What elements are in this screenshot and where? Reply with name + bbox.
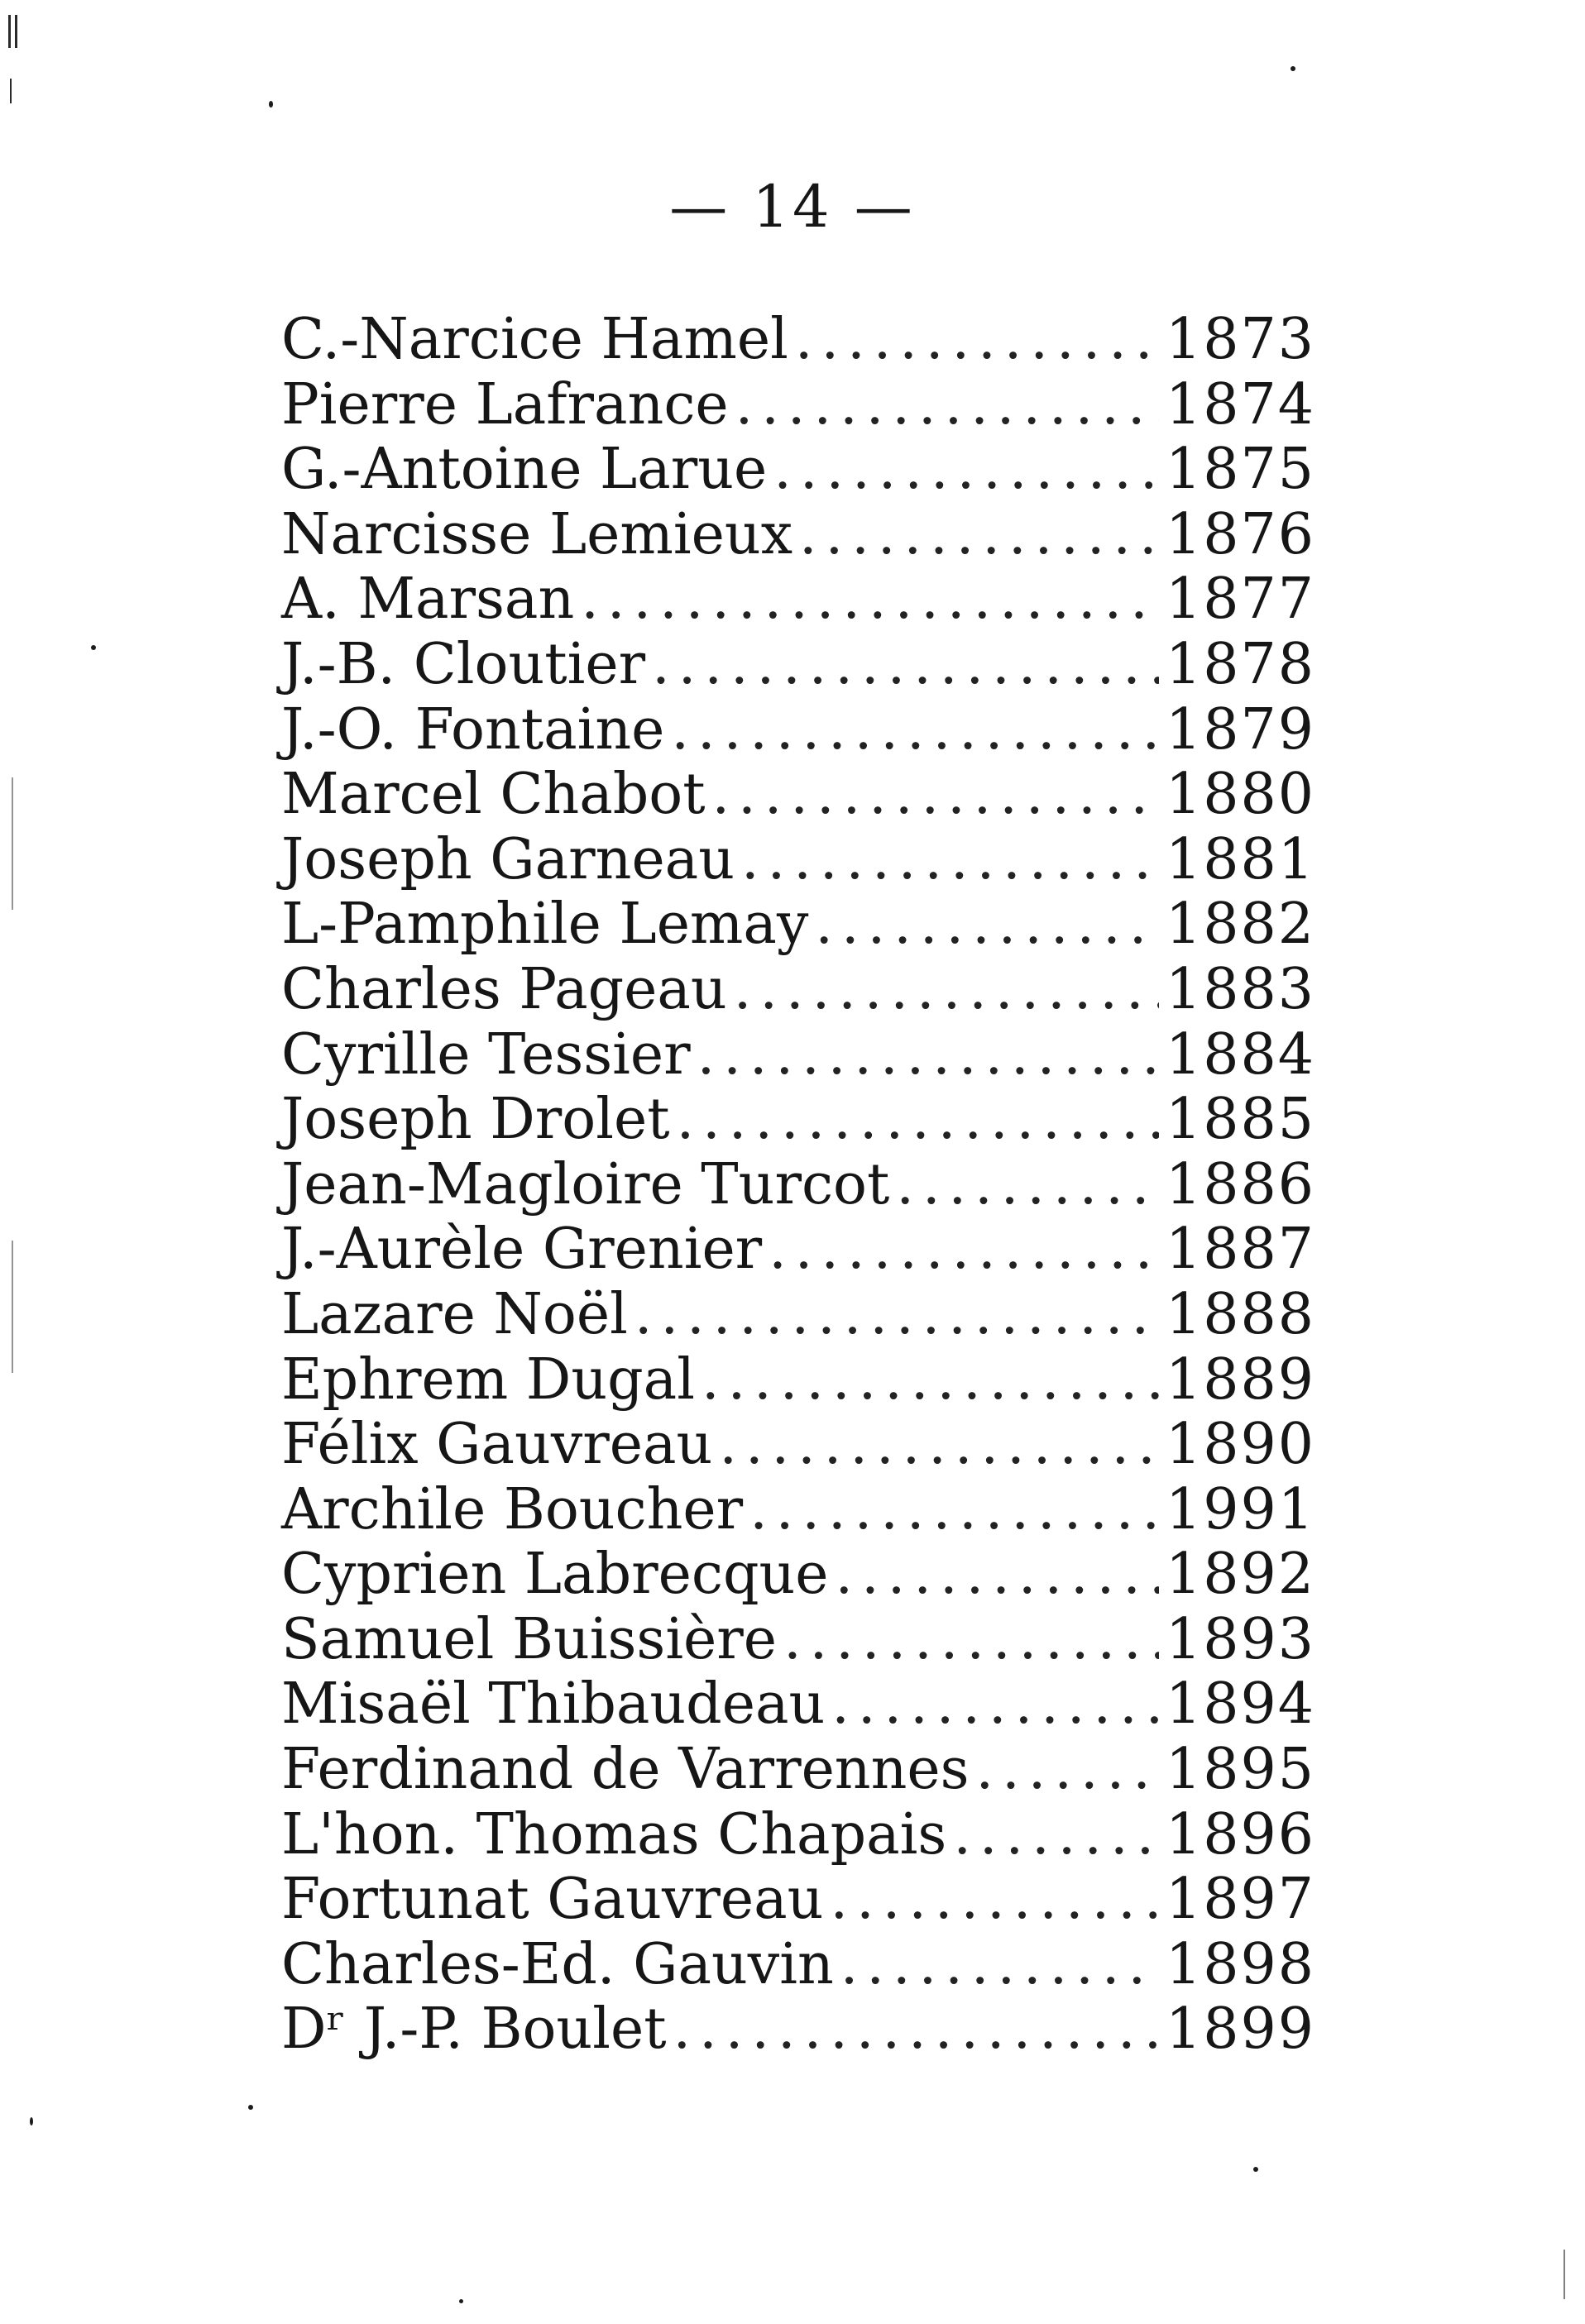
dot-leader	[581, 567, 1159, 632]
list-item	[281, 1478, 1315, 1543]
dot-leader	[769, 1217, 1159, 1282]
list-item	[281, 1803, 1315, 1868]
dot-leader	[702, 1348, 1159, 1413]
dot-leader	[671, 698, 1159, 763]
entry-year: 1991	[1165, 1476, 1315, 1542]
entry-year: 1889	[1165, 1346, 1315, 1413]
list-item	[281, 958, 1315, 1023]
entry-year: 1898	[1165, 1931, 1315, 1997]
entry-year: 1873	[1165, 307, 1315, 372]
entry-name: Cyprien Labrecque	[281, 1542, 829, 1608]
entry-year: 1881	[1165, 826, 1315, 892]
entry-name: Ephrem Dugal	[281, 1346, 695, 1413]
entry-year: 1876	[1165, 501, 1315, 567]
entry-name: L-Pamphile Lemay	[281, 892, 809, 958]
dot-leader	[815, 892, 1159, 957]
entry-name: Charles Pageau	[281, 956, 727, 1022]
scan-speck	[91, 645, 96, 650]
dot-leader	[783, 1608, 1159, 1672]
dot-leader	[734, 958, 1159, 1022]
entry-year: 1877	[1165, 567, 1315, 633]
list-item	[281, 1283, 1315, 1348]
page-number: — 14 —	[669, 173, 916, 241]
list-item	[281, 1933, 1315, 1998]
entry-name: Samuel Buissière	[281, 1606, 778, 1672]
scan-edge-mark	[10, 79, 12, 103]
entry-name: A. Marsan	[281, 567, 575, 633]
list-item	[281, 828, 1315, 893]
entry-name: Marcel Chabot	[281, 762, 706, 828]
entry-year: 1874	[1165, 371, 1315, 438]
scan-edge-mark	[1563, 2250, 1565, 2299]
entry-year: 1896	[1165, 1801, 1315, 1867]
list-item	[281, 1088, 1315, 1153]
entry-year: 1882	[1165, 892, 1315, 958]
list-item	[281, 1867, 1315, 1933]
entry-name: J.-Aurèle Grenier	[281, 1217, 763, 1283]
list-item	[281, 1023, 1315, 1088]
scan-speck	[1291, 66, 1295, 71]
entry-name: G.-Antoine Larue	[281, 437, 768, 503]
dot-leader	[836, 1542, 1159, 1607]
entry-name: Lazare Noël	[281, 1281, 628, 1347]
dot-leader	[634, 1283, 1159, 1347]
entry-name: Archile Boucher	[281, 1476, 744, 1542]
entry-list	[281, 308, 1315, 2063]
dot-leader	[773, 438, 1159, 502]
entry-name: Ferdinand de Varrennes	[281, 1737, 970, 1803]
scan-speck	[30, 2117, 33, 2126]
entry-name: Misaël Thibaudeau	[281, 1671, 826, 1738]
entry-name: L'hon. Thomas Chapais	[281, 1801, 947, 1867]
dot-leader	[712, 763, 1159, 827]
list-item	[281, 1542, 1315, 1608]
entry-year: 1893	[1165, 1606, 1315, 1672]
scan-speck	[248, 2105, 253, 2110]
entry-year: 1887	[1165, 1217, 1315, 1283]
entry-name: Charles-Ed. Gauvin	[281, 1931, 834, 1997]
dot-leader	[673, 1997, 1159, 2062]
list-item	[281, 503, 1315, 568]
list-item	[281, 892, 1315, 958]
entry-name: Cyrille Tessier	[281, 1021, 691, 1088]
entry-name: Pierre Lafrance	[281, 371, 729, 438]
dot-leader	[795, 308, 1159, 372]
entry-name: Fortunat Gauvreau	[281, 1867, 824, 1933]
list-item	[281, 1672, 1315, 1738]
entry-year: 1890	[1165, 1412, 1315, 1478]
dot-leader	[749, 1478, 1159, 1542]
entry-year: 1880	[1165, 762, 1315, 828]
scan-edge-mark	[15, 15, 17, 48]
entry-year: 1888	[1165, 1281, 1315, 1347]
scan-speck	[269, 101, 273, 108]
entry-year: 1879	[1165, 696, 1315, 763]
entry-year: 1875	[1165, 437, 1315, 503]
scan-edge-mark	[12, 1241, 13, 1373]
scan-edge-mark	[12, 777, 13, 910]
list-item	[281, 1997, 1315, 2063]
entry-name: C.-Narcice Hamel	[281, 307, 788, 372]
dot-leader	[896, 1153, 1159, 1217]
list-item	[281, 1413, 1315, 1478]
dot-leader	[719, 1413, 1159, 1477]
scan-speck	[459, 2299, 463, 2303]
entry-year: 1895	[1165, 1737, 1315, 1803]
dot-leader	[741, 828, 1159, 892]
entry-name: Narcisse Lemieux	[281, 501, 793, 567]
entry-year: 1892	[1165, 1542, 1315, 1608]
entry-name: Joseph Drolet	[281, 1087, 670, 1153]
entry-year: 1885	[1165, 1087, 1315, 1153]
list-item	[281, 1738, 1315, 1803]
entry-year: 1894	[1165, 1671, 1315, 1738]
list-item	[281, 1348, 1315, 1413]
scan-edge-mark	[8, 15, 11, 48]
entry-year: 1878	[1165, 631, 1315, 697]
list-item	[281, 698, 1315, 763]
entry-year: 1897	[1165, 1867, 1315, 1933]
entry-year: 1884	[1165, 1021, 1315, 1088]
entry-year: 1883	[1165, 956, 1315, 1022]
dot-leader	[677, 1088, 1159, 1152]
entry-name: Joseph Garneau	[281, 826, 735, 892]
entry-year: 1899	[1165, 1996, 1315, 2063]
entry-name: J.-B. Cloutier	[281, 631, 646, 697]
entry-name: Dʳ J.-P. Boulet	[281, 1996, 667, 2063]
entry-name: Félix Gauvreau	[281, 1412, 713, 1478]
list-item	[281, 1608, 1315, 1673]
scan-speck	[1253, 2167, 1258, 2172]
dot-leader	[652, 633, 1159, 697]
dot-leader	[697, 1023, 1159, 1088]
entry-year: 1886	[1165, 1151, 1315, 1217]
dot-leader	[799, 503, 1159, 567]
entry-name: Jean-Magloire Turcot	[281, 1151, 890, 1217]
dot-leader	[953, 1803, 1159, 1867]
dot-leader	[976, 1738, 1159, 1802]
list-item	[281, 567, 1315, 633]
list-item	[281, 438, 1315, 503]
entry-name: J.-O. Fontaine	[281, 696, 665, 763]
list-item	[281, 308, 1315, 373]
list-item	[281, 1217, 1315, 1283]
list-item	[281, 373, 1315, 438]
list-item	[281, 1153, 1315, 1218]
dot-leader	[830, 1867, 1158, 1932]
dot-leader	[840, 1933, 1159, 1997]
list-item	[281, 633, 1315, 698]
list-item	[281, 763, 1315, 828]
dot-leader	[831, 1672, 1159, 1737]
dot-leader	[735, 373, 1159, 438]
